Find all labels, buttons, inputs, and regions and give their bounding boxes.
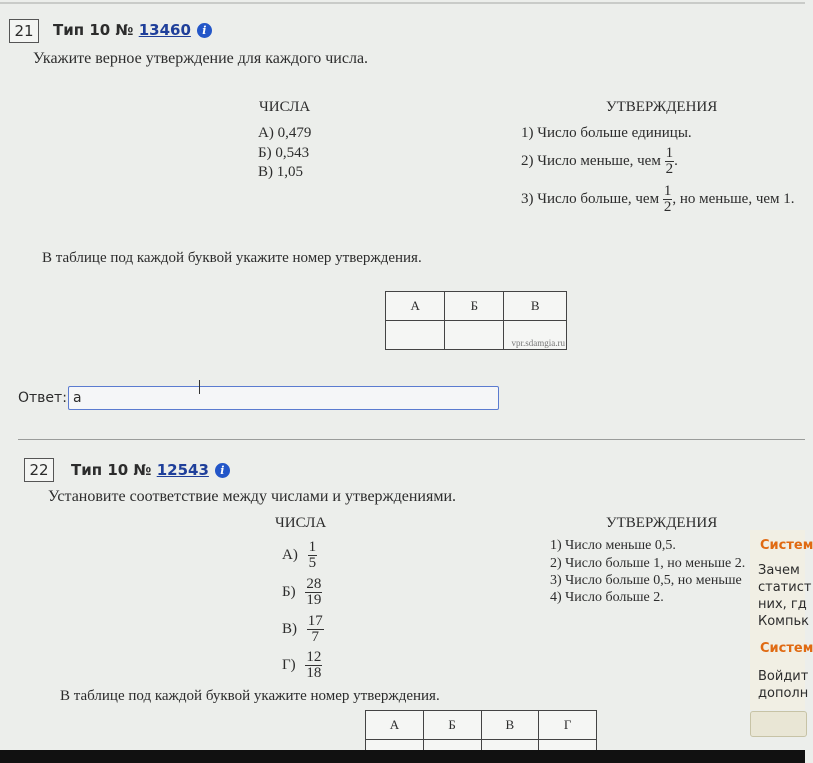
fraction-den: 7 xyxy=(311,629,319,645)
fraction-label: В) xyxy=(282,620,297,637)
table-cell-c[interactable] xyxy=(504,321,567,350)
fraction-half xyxy=(665,146,675,177)
task-id-link[interactable]: 12543 xyxy=(156,461,209,479)
fraction-row-c xyxy=(282,614,324,645)
fraction xyxy=(307,614,324,645)
number-a: А) 0,479 xyxy=(258,125,312,141)
side-line: Компьк xyxy=(758,614,810,629)
watermark: vpr.sdamgia.ru xyxy=(511,338,565,348)
statement-3-end: , но меньше, чем 1. xyxy=(672,190,795,207)
fraction-den: 2 xyxy=(663,199,672,215)
table-instruction: В таблице под каждой буквой укажите номер утверждения. xyxy=(60,688,440,704)
fraction xyxy=(305,577,322,608)
side-line: Войдит xyxy=(758,669,809,684)
fraction-num: 17 xyxy=(307,613,323,629)
fraction-row-a xyxy=(282,540,317,571)
task-type-header xyxy=(71,461,230,479)
statement-2-text: 2) Число меньше, чем xyxy=(521,152,661,169)
number-c: В) 1,05 xyxy=(258,164,303,180)
table-instruction: В таблице под каждой буквой укажите номер утверждения. xyxy=(42,250,422,266)
statements-header: УТВЕРЖДЕНИЯ xyxy=(606,515,718,531)
statements-header: УТВЕРЖДЕНИЯ xyxy=(606,99,718,115)
side-panel xyxy=(750,530,813,710)
statement-2 xyxy=(521,146,678,177)
fraction-num: 28 xyxy=(306,576,322,592)
fraction-num: 1 xyxy=(663,183,672,199)
task-id-link[interactable]: 13460 xyxy=(138,21,191,39)
numbers-header: ЧИСЛА xyxy=(259,99,311,115)
task-prompt: Укажите верное утверждение для каждого числа. xyxy=(33,50,369,67)
fraction-num: 12 xyxy=(306,649,322,665)
side-panel-title[interactable]: Систем xyxy=(760,538,813,553)
statement-3-text: 3) Число больше, чем xyxy=(521,190,660,207)
task-prompt: Установите соответствие между числами и утверждениями. xyxy=(48,488,457,505)
fraction xyxy=(308,540,318,571)
side-line: дополн xyxy=(758,686,809,701)
top-divider xyxy=(0,2,805,4)
side-panel-button[interactable] xyxy=(750,711,807,737)
side-panel-text xyxy=(758,668,808,702)
side-line: них, гд xyxy=(758,597,807,612)
task-divider xyxy=(18,439,805,440)
side-line: статист xyxy=(758,580,812,595)
side-panel-title[interactable]: Систем xyxy=(760,641,813,656)
statement-3: 3) Число больше 0,5, но меньше xyxy=(550,573,742,588)
table-header-b: Б xyxy=(423,711,481,740)
fraction-den: 5 xyxy=(308,555,317,571)
text-cursor-icon xyxy=(199,380,200,394)
fraction-label: Г) xyxy=(282,656,296,673)
table-header-b: Б xyxy=(445,292,504,321)
table-header-c: В xyxy=(481,711,539,740)
answer-label: Ответ: xyxy=(18,390,67,406)
fraction-den: 2 xyxy=(665,161,674,177)
task-type-header xyxy=(53,21,212,39)
fraction-row-b xyxy=(282,577,322,608)
answer-value: a xyxy=(73,390,82,406)
info-icon[interactable]: i xyxy=(197,23,212,38)
fraction xyxy=(305,650,322,681)
table-cell-a[interactable] xyxy=(386,321,445,350)
statement-4: 4) Число больше 2. xyxy=(550,590,664,605)
table-cell-b[interactable] xyxy=(445,321,504,350)
fraction-row-d xyxy=(282,650,322,681)
statement-2-end: . xyxy=(674,152,678,169)
table-header-a: А xyxy=(386,292,445,321)
answer-table xyxy=(385,291,567,350)
table-header-a: А xyxy=(366,711,424,740)
side-line: Зачем xyxy=(758,563,800,578)
table-header-d: Г xyxy=(539,711,597,740)
answer-input[interactable] xyxy=(68,386,499,410)
statement-3 xyxy=(521,184,795,215)
fraction-den: 18 xyxy=(306,665,322,681)
fraction-label: А) xyxy=(282,546,298,563)
side-panel-text xyxy=(758,562,811,630)
statement-2: 2) Число больше 1, но меньше 2. xyxy=(550,556,746,571)
fraction-num: 1 xyxy=(665,145,674,161)
number-b: Б) 0,543 xyxy=(258,145,310,161)
task-number-badge: 22 xyxy=(24,458,54,482)
table-header-c: В xyxy=(504,292,567,321)
screen-bezel xyxy=(0,750,805,763)
info-icon[interactable]: i xyxy=(215,463,230,478)
statement-1: 1) Число меньше 0,5. xyxy=(550,538,676,553)
task-type-label: Тип 10 № xyxy=(71,461,157,479)
statement-1: 1) Число больше единицы. xyxy=(521,125,692,141)
fraction-label: Б) xyxy=(282,583,296,600)
fraction-den: 19 xyxy=(306,592,322,608)
task-number-badge: 21 xyxy=(9,19,39,43)
task-type-label: Тип 10 № xyxy=(53,21,139,39)
fraction-num: 1 xyxy=(308,539,317,555)
fraction-half xyxy=(663,184,673,215)
numbers-header: ЧИСЛА xyxy=(275,515,327,531)
